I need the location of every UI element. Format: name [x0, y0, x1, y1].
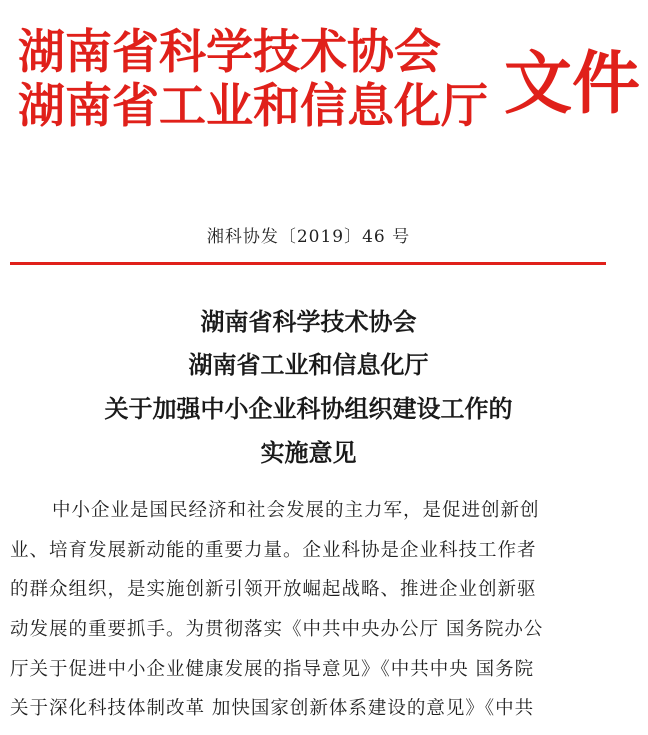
body-line: 业、培育发展新动能的重要力量。企业科协是企业科技工作者: [10, 540, 537, 561]
document-type: 文件: [504, 44, 641, 124]
body-line: 动发展的重要抓手。为贯彻落实《中共中央办公厅 国务院办公: [10, 619, 544, 640]
title-line-3: 关于加强中小企业科协组织建设工作的: [104, 394, 513, 423]
red-header: [18, 18, 641, 148]
document-number: 湘科协发〔2019〕46 号: [206, 227, 411, 247]
title-line-4: 实施意见: [260, 438, 357, 467]
issuer-line-1: 湖南省科学技术协会: [18, 25, 441, 80]
body-line: 中小企业是国民经济和社会发展的主力军，是促进创新创: [52, 500, 540, 521]
red-divider-line: [10, 262, 606, 265]
body-line: 厅关于促进中小企业健康发展的指导意见》《中共中央 国务院: [10, 659, 535, 680]
title-line-2: 湖南省工业和信息化厅: [188, 350, 429, 379]
title-line-1: 湖南省科学技术协会: [200, 307, 417, 336]
body-line: 的群众组织，是实施创新引领开放崛起战略、推进企业创新驱: [10, 579, 537, 600]
issuer-line-2: 湖南省工业和信息化厅: [18, 79, 488, 134]
body-line: 关于深化科技体制改革 加快国家创新体系建设的意见》《中共: [10, 698, 535, 719]
